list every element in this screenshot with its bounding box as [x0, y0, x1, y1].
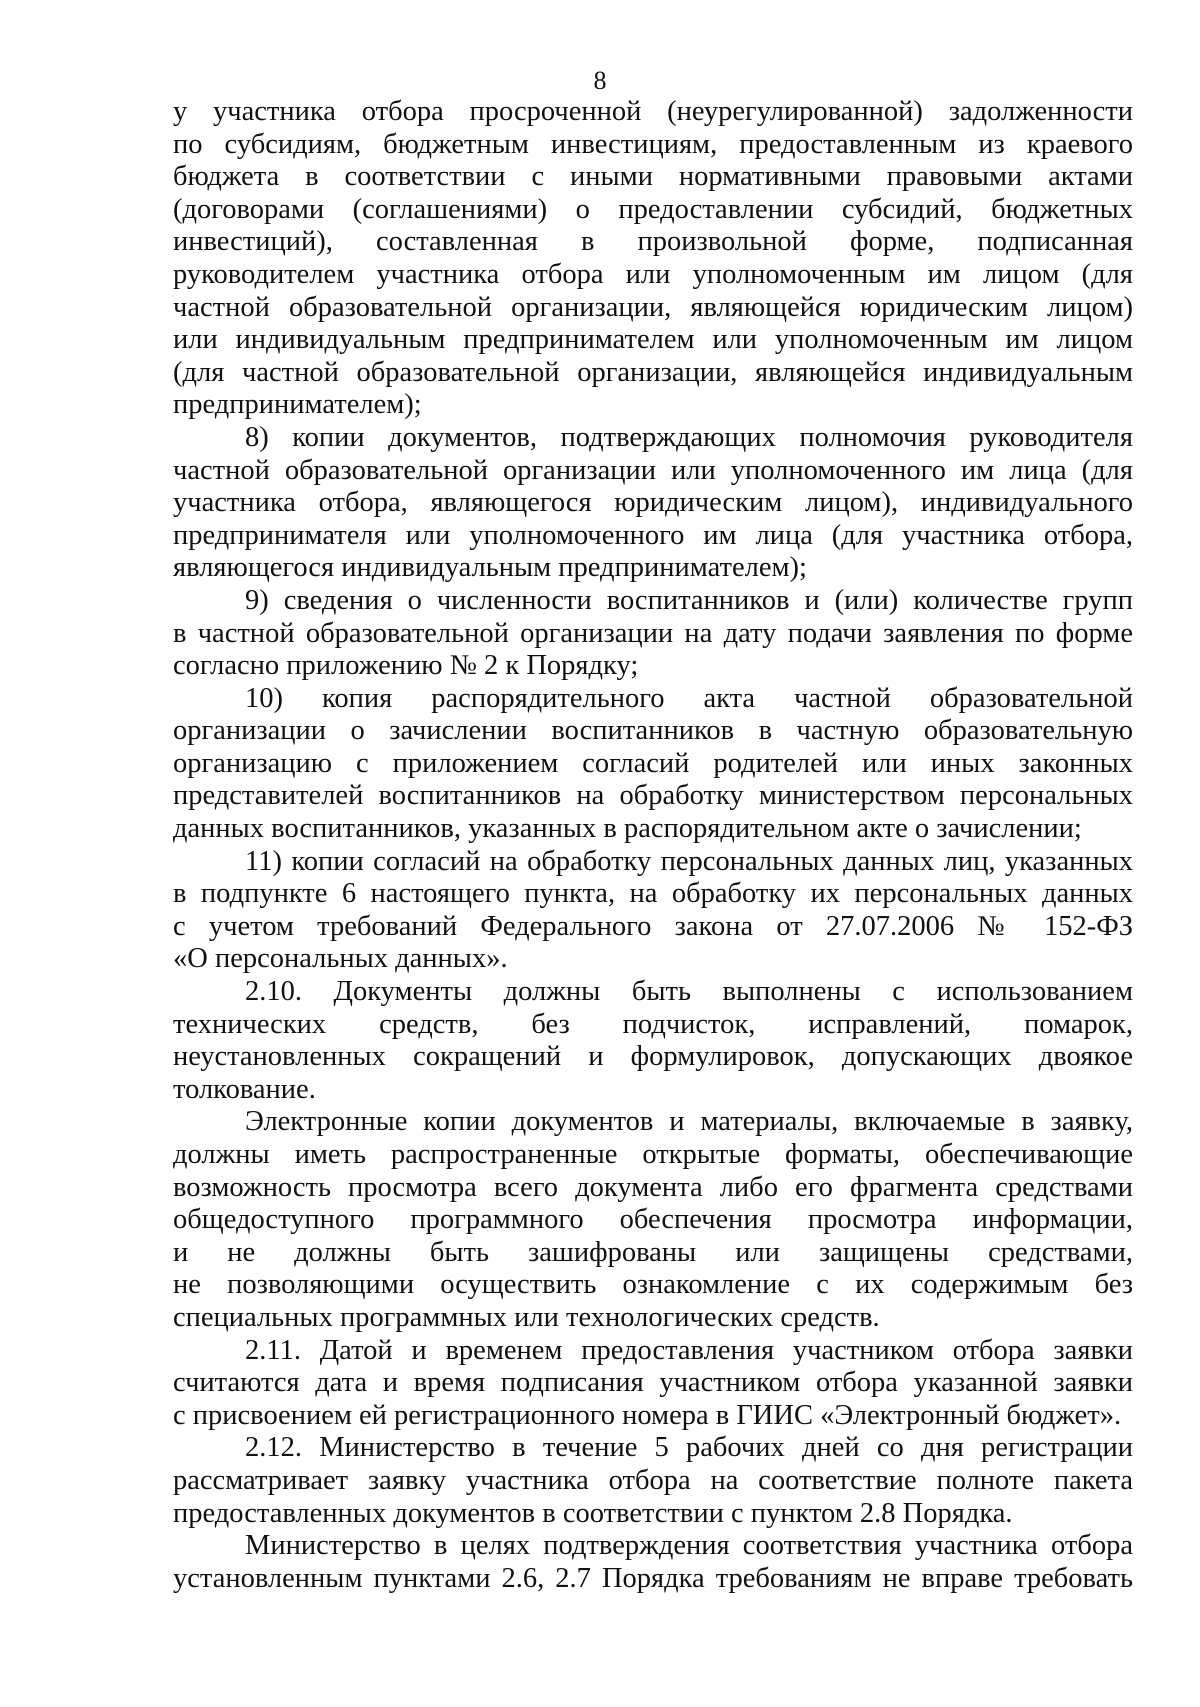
text-line: участника отбора, являющегося юридическим лицом), индивидуального: [173, 487, 1133, 519]
document-body: [173, 96, 1133, 1595]
text-line: 8) копии документов, подтверждающих полномочия руководителя: [245, 421, 1133, 453]
paragraph: [173, 585, 1133, 683]
text-line: Электронные копии документов и материалы, включаемые в заявку,: [245, 1106, 1133, 1138]
text-line: толкование.: [173, 1073, 316, 1105]
text-line: в частной образовательной организации на дату подачи заявления по форме: [173, 617, 1133, 649]
text-line: с присвоением ей регистрационного номера в ГИИС «Электронный бюджет».: [173, 1399, 1122, 1431]
text-line: неустановленных сокращений и формулировок, допускающих двоякое: [173, 1041, 1133, 1073]
text-line: являющегося индивидуальным предпринимателем);: [173, 552, 807, 584]
paragraph: [173, 1106, 1133, 1334]
paragraph: [173, 846, 1133, 976]
text-line: предоставленных документов в соответствии с пунктом 2.8 Порядка.: [173, 1497, 1013, 1529]
text-line: бюджета в соответствии с иными нормативными правовыми актами: [173, 161, 1133, 193]
text-line: у участника отбора просроченной (неурегулированной) задолженности: [173, 96, 1133, 127]
text-line: (договорами (соглашениями) о предоставлении субсидий, бюджетных: [173, 193, 1133, 225]
text-line: согласно приложению № 2 к Порядку;: [173, 650, 639, 682]
paragraph: [173, 976, 1133, 1106]
text-line: и не должны быть зашифрованы или защищены средствами,: [173, 1236, 1133, 1268]
text-line: 11) копии согласий на обработку персональных данных лиц, указанных: [245, 845, 1133, 877]
text-line: (для частной образовательной организации, являющейся индивидуальным: [173, 356, 1133, 388]
text-line: возможность просмотра всего документа либо его фрагмента средствами: [173, 1171, 1133, 1203]
paragraph: [173, 96, 1133, 422]
text-line: предпринимателя или уполномоченного им лица (для участника отбора,: [173, 519, 1133, 551]
paragraph: [173, 1335, 1133, 1433]
text-line: по субсидиям, бюджетным инвестициям, предоставленным из краевого: [173, 128, 1133, 160]
text-line: 2.10. Документы должны быть выполнены с использованием: [245, 976, 1133, 1008]
text-line: специальных программных или технологических средств.: [173, 1301, 880, 1333]
text-line: данных воспитанников, указанных в распорядительном акте о зачислении;: [173, 813, 1082, 845]
text-line: 10) копия распорядительного акта частной образовательной: [245, 682, 1133, 714]
text-line: 2.12. Министерство в течение 5 рабочих дней со дня регистрации: [245, 1432, 1133, 1464]
text-line: инвестиций), составленная в произвольной форме, подписанная: [173, 226, 1133, 258]
text-line: 2.11. Датой и временем предоставления участником отбора заявки: [245, 1334, 1133, 1366]
text-line: «О персональных данных».: [173, 943, 508, 975]
text-line: организации о зачислении воспитанников в частную образовательную: [173, 715, 1133, 747]
text-line: частной образовательной организации или уполномоченного им лица (для: [173, 454, 1133, 486]
text-line: технических средств, без подчисток, исправлений, помарок,: [173, 1008, 1133, 1040]
paragraph: [173, 422, 1133, 585]
text-line: с учетом требований Федерального закона от 27.07.2006 № 152-ФЗ: [173, 910, 1133, 942]
text-line: считаются дата и время подписания участником отбора указанной заявки: [173, 1367, 1133, 1399]
text-line: общедоступного программного обеспечения просмотра информации,: [173, 1204, 1133, 1236]
text-line: организацию с приложением согласий родителей или иных законных: [173, 747, 1133, 779]
text-line: не позволяющими осуществить ознакомление с их содержимым без: [173, 1269, 1133, 1301]
text-line: Министерство в целях подтверждения соответствия участника отбора: [245, 1530, 1133, 1562]
page-number: 8: [593, 66, 607, 95]
text-line: в подпункте 6 настоящего пункта, на обработку их персональных данных: [173, 878, 1133, 910]
text-line: 9) сведения о численности воспитанников и (или) количестве групп: [245, 584, 1133, 616]
text-line: должны иметь распространенные открытые форматы, обеспечивающие: [173, 1139, 1133, 1170]
text-line: предпринимателем);: [173, 389, 422, 421]
text-line: установленным пунктами 2.6, 2.7 Порядка требованиям не вправе требовать: [173, 1562, 1133, 1594]
text-line: представителей воспитанников на обработку министерством персональных: [173, 780, 1133, 812]
text-line: руководителем участника отбора или уполномоченным им лицом (для: [173, 258, 1133, 290]
text-line: частной образовательной организации, являющейся юридическим лицом): [173, 291, 1133, 323]
paragraph: [173, 683, 1133, 846]
text-line: или индивидуальным предпринимателем или уполномоченным им лицом: [173, 324, 1133, 356]
paragraph: [173, 1432, 1133, 1530]
text-line: рассматривает заявку участника отбора на соответствие полноте пакета: [173, 1464, 1133, 1496]
paragraph: [173, 1530, 1133, 1595]
